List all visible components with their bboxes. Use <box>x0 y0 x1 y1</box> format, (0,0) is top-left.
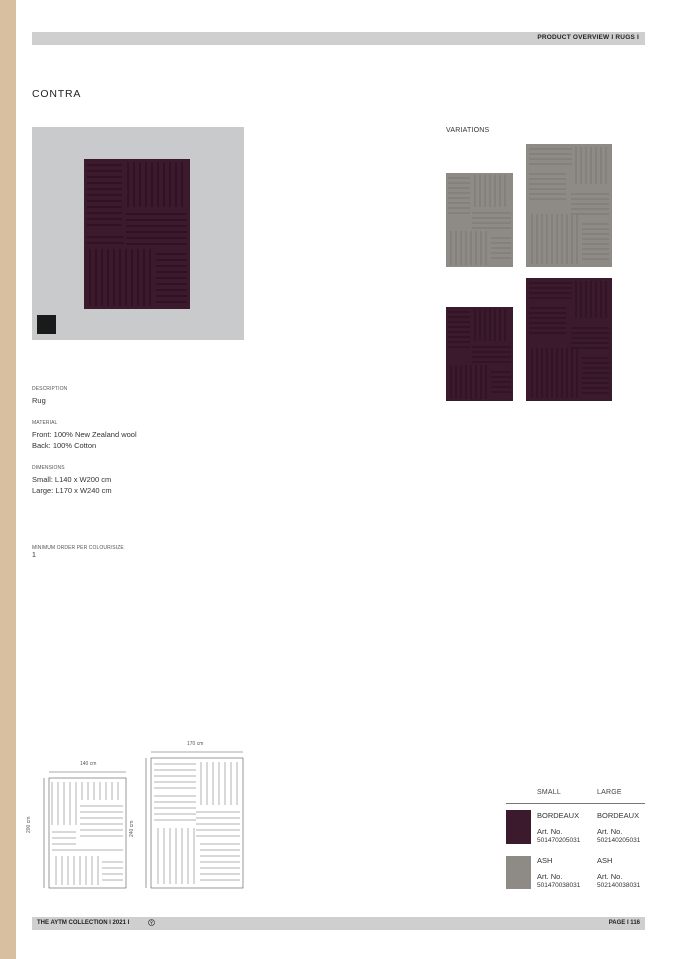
bordeaux-small-colour: BORDEAUX <box>537 811 580 820</box>
dimensions-small: Small: L140 x W200 cm <box>32 475 112 484</box>
small-height-label: 200 cm <box>26 816 32 833</box>
bordeaux-large-art-no: 502140205031 <box>597 837 641 844</box>
ash-small-art-label: Art. No. <box>537 872 563 881</box>
product-title: CONTRA <box>32 88 82 100</box>
header-bar <box>32 32 645 45</box>
dimensions-label: DIMENSIONS <box>32 465 65 471</box>
bordeaux-large-art-label: Art. No. <box>597 827 623 836</box>
large-height-label: 240 cm <box>129 820 135 837</box>
ash-large-art-label: Art. No. <box>597 872 623 881</box>
dimensions-large: Large: L170 x W240 cm <box>32 486 112 495</box>
swatch-bordeaux <box>506 810 531 844</box>
small-width-label: 140 cm <box>80 761 97 767</box>
footer-bar <box>32 917 645 930</box>
page-number: PAGE I 116 <box>608 920 640 926</box>
ash-large-art-no: 502140038031 <box>597 882 641 889</box>
min-order-value: 1 <box>32 552 36 559</box>
description-value: Rug <box>32 396 46 405</box>
rug-bordeaux-large-image <box>84 159 190 309</box>
ash-large-colour: ASH <box>597 856 613 865</box>
ash-small-colour: ASH <box>537 856 553 865</box>
ash-small-art-no: 501470038031 <box>537 882 581 889</box>
material-back: Back: 100% Cotton <box>32 441 97 450</box>
material-label: MATERIAL <box>32 420 58 426</box>
swatch-ash <box>506 856 531 889</box>
hero-image <box>32 127 244 340</box>
technical-drawing <box>36 750 251 895</box>
variation-ash-large-image <box>526 144 612 267</box>
col-large-header: LARGE <box>597 789 622 796</box>
large-width-label: 170 cm <box>187 741 204 747</box>
bordeaux-small-art-label: Art. No. <box>537 827 563 836</box>
material-front: Front: 100% New Zealand wool <box>32 430 137 439</box>
col-small-header: SMALL <box>537 789 561 796</box>
bordeaux-large-colour: BORDEAUX <box>597 811 640 820</box>
description-label: DESCRIPTION <box>32 386 68 392</box>
page-spine <box>0 0 16 959</box>
section-breadcrumb: PRODUCT OVERVIEW I RUGS I <box>537 34 639 41</box>
table-rule <box>506 803 645 804</box>
brand-logo-icon <box>37 315 56 334</box>
bordeaux-small-art-no: 501470205031 <box>537 837 581 844</box>
variation-bordeaux-large-image <box>526 278 612 401</box>
footer-collection: THE AYTM COLLECTION I 2021 I <box>37 920 130 926</box>
min-order-label: MINIMUM ORDER PER COLOUR/SIZE <box>32 545 124 551</box>
brand-mark-icon <box>148 919 155 926</box>
variation-bordeaux-small-image <box>446 307 513 401</box>
variations-label: VARIATIONS <box>446 127 490 134</box>
variation-ash-small-image <box>446 173 513 267</box>
